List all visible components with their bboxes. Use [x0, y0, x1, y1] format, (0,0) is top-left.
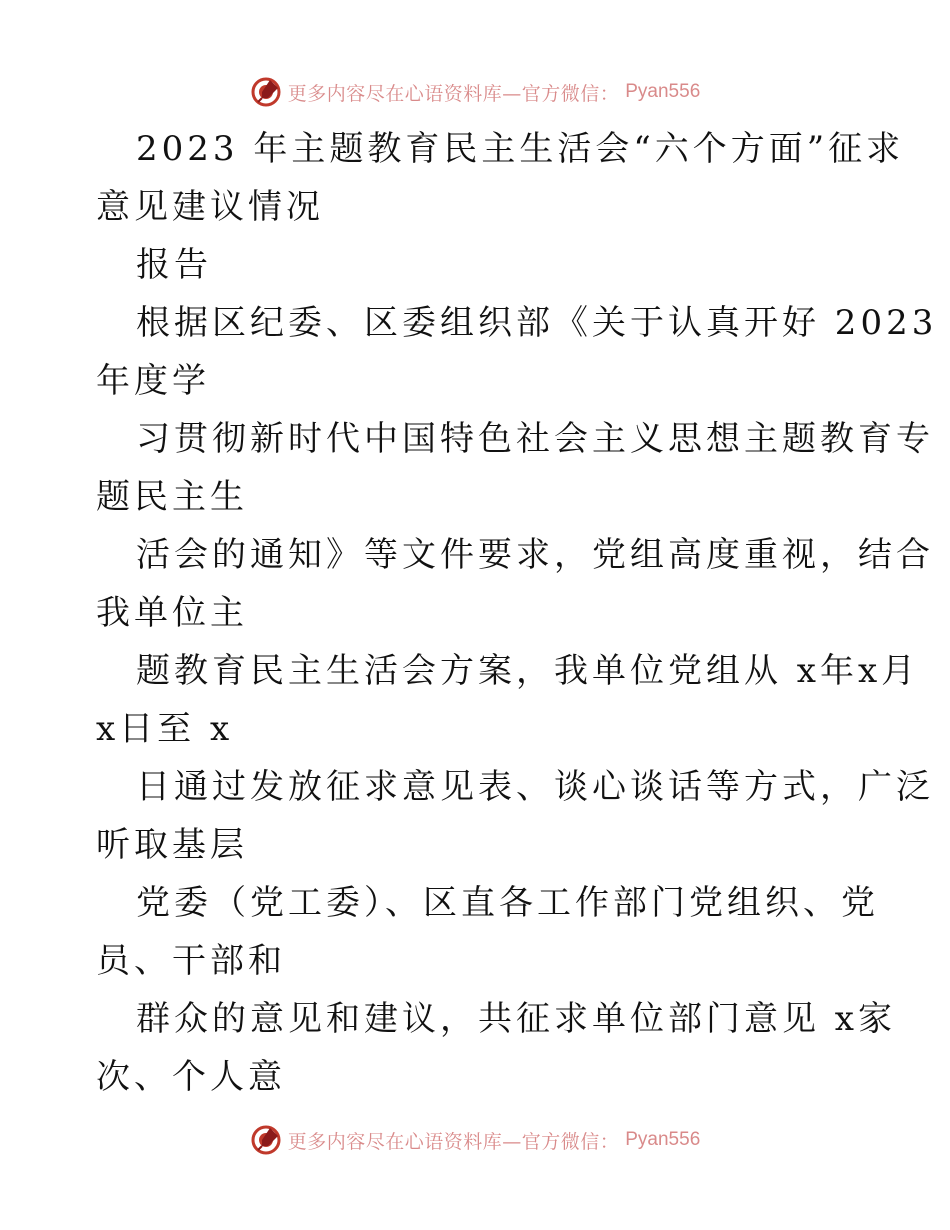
- pen-logo-icon: [250, 1124, 282, 1156]
- text-line: 报告: [136, 245, 212, 285]
- text-line: 习贯彻新时代中国特色社会主义思想主题教育专: [136, 419, 934, 459]
- watermark-text: 更多内容尽在心语资料库—官方微信：: [287, 1130, 620, 1153]
- text-line: x日至 x: [96, 709, 234, 749]
- text-line: 次、个人意: [96, 1057, 286, 1097]
- document-body: [96, 120, 938, 1106]
- text-line: 活会的通知》等文件要求，党组高度重视，结合: [136, 535, 934, 575]
- text-line: 意见建议情况: [96, 187, 324, 227]
- watermark-handle: Pyan556: [625, 1129, 701, 1150]
- header-watermark: [0, 72, 950, 112]
- text-line: 题教育民主生活会方案，我单位党组从 x年x月: [136, 651, 920, 691]
- text-line: 听取基层: [96, 825, 248, 865]
- text-line: 年度学: [96, 361, 210, 401]
- watermark-text: 更多内容尽在心语资料库—官方微信：: [287, 82, 620, 105]
- pen-logo-icon: [250, 76, 282, 108]
- footer-watermark: [0, 1120, 950, 1160]
- text-line: 题民主生: [96, 477, 248, 517]
- text-line: 群众的意见和建议，共征求单位部门意见 x家: [136, 999, 896, 1039]
- text-line: 根据区纪委、区委组织部《关于认真开好 2023: [136, 303, 938, 343]
- text-line: 日通过发放征求意见表、谈心谈话等方式，广泛: [136, 767, 934, 807]
- text-line: 2023 年主题教育民主生活会“六个方面”征求: [136, 129, 905, 169]
- text-line: 党委（党工委）、区直各工作部门党组织、党: [136, 883, 879, 923]
- text-line: 员、干部和: [96, 941, 286, 981]
- watermark-handle: Pyan556: [625, 81, 701, 102]
- text-line: 我单位主: [96, 593, 248, 633]
